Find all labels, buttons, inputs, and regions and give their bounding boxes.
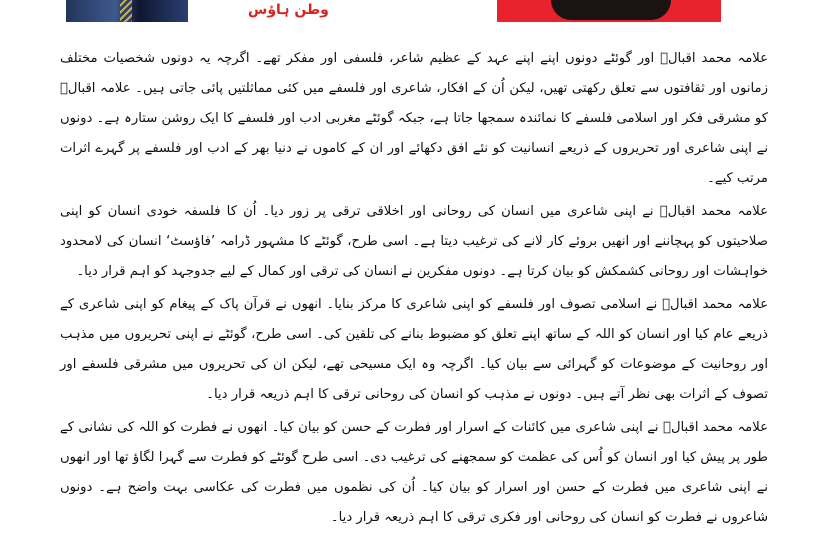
article-paragraph-2: علامہ محمد اقبالؒ نے اپنی شاعری میں انسان کی روحانی اور اخلاقی ترقی پر زور دیا۔ اُن کا فلسفہ خودی انسان کو اپنی صلاحیتوں کو پہچاننے اور انھیں بروئے کار لانے کی ترغیب دیتا ہے۔ اسی طرح، گوئٹے کا مشہور ڈرامہ ’فاؤسٹ‘ انسان کی لامحدود خواہشات اور روحانی کشمکش کو بیان کرتا ہے۔ دونوں مفکرین نے انسان کی ترقی اور کمال کے لیے جدوجہد کو اہم قرار دیا۔ xyxy=(60,204,768,279)
article-paragraph-4: علامہ محمد اقبالؒ نے اپنی شاعری میں کائنات کے اسرار اور فطرت کے حسن کو بیان کیا۔ انھوں نے فطرت کو اللہ کی نشانی کے طور پر پیش کیا اور انسان کو اُس کی عظمت کو سمجھنے کی ترغیب دی۔ اسی طرح گوئٹے کو فطرت سے گہرا لگاؤ تھا اور انھوں نے اپنی شاعری میں فطرت کے حسن اور اسرار کو بیان کیا۔ اُن کی نظموں میں فطرت کی عکاسی بہت واضح ہے۔ دونوں شاعروں نے فطرت کو انسان کی روحانی اور فکری ترقی کا اہم ذریعہ قرار دیا۔ xyxy=(60,420,768,525)
author-photo xyxy=(66,0,188,22)
site-logo-text[interactable]: وطن ہاؤس xyxy=(248,2,329,18)
header-strip xyxy=(0,0,818,22)
article-body xyxy=(60,44,768,536)
header-banner-image xyxy=(497,0,721,22)
article-paragraph-3: علامہ محمد اقبالؒ نے اسلامی تصوف اور فلسفے کو اپنی شاعری کا مرکز بنایا۔ انھوں نے قرآن پاک کے پیغام کو اپنی شاعری کے ذریعے عام کیا اور انسان کو اللہ کے ساتھ اپنے تعلق کو مضبوط بنانے کی تلقین کی۔ اسی طرح، گوئٹے نے اپنی تحریروں میں مذہب اور روحانیت کے موضوعات کو گہرائی سے بیان کیا۔ اگرچہ وہ ایک مسیحی تھے، لیکن ان کی تحریروں میں مشرقی فلسفے اور تصوف کے اثرات بھی نظر آتے ہیں۔ دونوں نے مذہب کو انسان کی روحانی ترقی کا اہم ذریعہ قرار دیا۔ xyxy=(60,297,768,402)
banner-figure xyxy=(551,0,671,20)
article-paragraph-1: علامہ محمد اقبالؒ اور گوئٹے دونوں اپنے اپنے عہد کے عظیم شاعر، فلسفی اور مفکر تھے۔ اگرچہ یہ دونوں شخصیات مختلف زمانوں اور ثقافتوں سے تعلق رکھتی تھیں، لیکن اُن کے افکار، شاعری اور فلسفے میں کئی مماثلتیں پائی جاتی ہیں۔ علامہ اقبالؒ کو مشرقی فکر اور اسلامی فلسفے کا نمائندہ سمجھا جاتا ہے، جبکہ گوئٹے مغربی ادب اور فلسفے کا ایک روشن ستارہ ہے۔ دونوں نے اپنی شاعری اور تحریروں کے ذریعے انسانیت کو نئے افق دکھائے اور ان کے کاموں نے دنیا بھر کے ادب اور فلسفے پر گہرے اثرات مرتب کیے۔ xyxy=(60,51,768,186)
tie-graphic xyxy=(120,0,132,22)
